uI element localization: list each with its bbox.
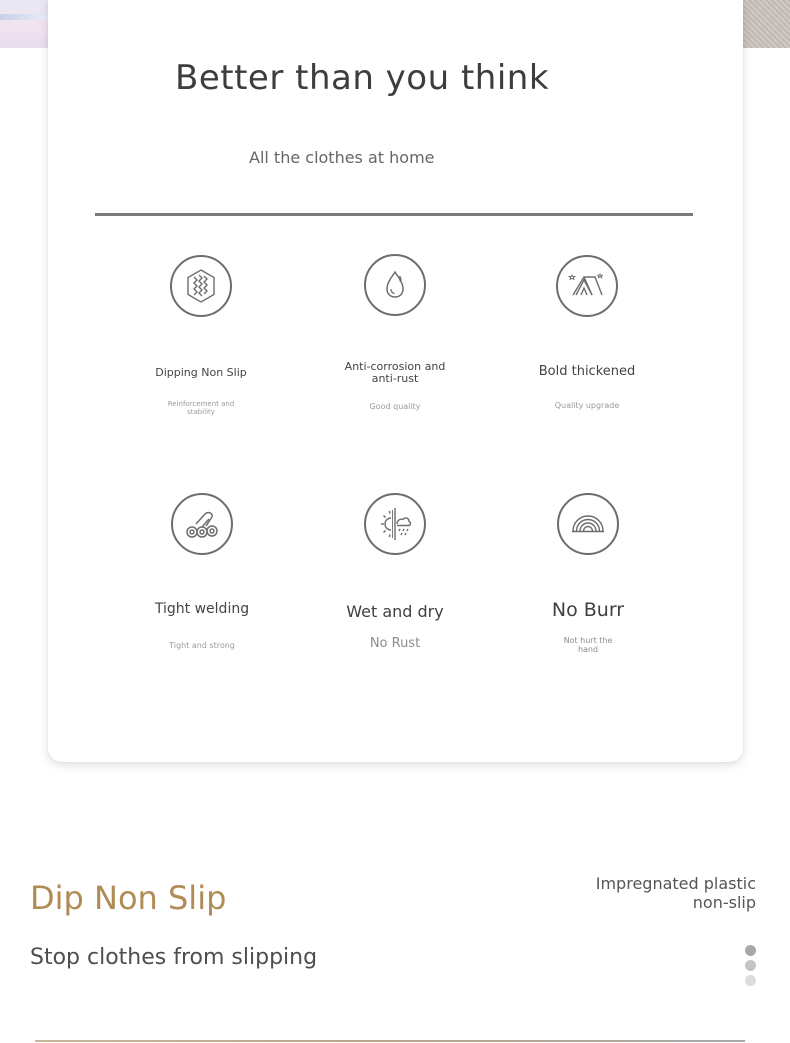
tent-icon — [556, 255, 618, 317]
divider — [95, 213, 693, 216]
feature-item-thickened — [502, 255, 672, 425]
water-drop-icon — [364, 254, 426, 316]
feature-name: Dipping Non Slip — [155, 366, 247, 379]
feature-name: Bold thickened — [538, 364, 636, 379]
feature-name: Tight welding — [154, 601, 250, 617]
pagination-dots — [745, 945, 756, 990]
sun-rain-icon — [364, 493, 426, 555]
feature-item-welding — [117, 493, 287, 663]
pagination-dot[interactable] — [745, 975, 756, 986]
bottom-divider — [35, 1040, 745, 1042]
feature-desc: Tight and strong — [169, 641, 235, 650]
rolled-tubes-icon — [171, 493, 233, 555]
feature-name: Wet and dry — [346, 602, 444, 621]
zigzag-layers-icon — [170, 255, 232, 317]
feature-card — [48, 0, 743, 762]
feature-item-dipping — [116, 255, 286, 425]
feature-name: Anti-corrosion and anti-rust — [344, 360, 446, 386]
section-subtitle: Stop clothes from slipping — [30, 945, 318, 970]
rainbow-arcs-icon — [557, 493, 619, 555]
section-note: Impregnated plastic non-slip — [595, 874, 756, 913]
section-title: Dip Non Slip — [30, 879, 227, 917]
feature-desc: Quality upgrade — [554, 401, 620, 410]
feature-item-no-burr — [503, 493, 673, 663]
card-title: Better than you think — [175, 58, 550, 98]
feature-item-anticorrosion — [310, 254, 480, 424]
feature-item-wet-dry — [310, 493, 480, 663]
feature-desc: Good quality — [369, 402, 421, 411]
feature-desc: No Rust — [369, 636, 421, 651]
top-photo-right — [742, 0, 790, 48]
feature-desc: Not hurt the hand — [563, 636, 613, 655]
feature-desc: Reinforcement and stability — [167, 400, 235, 417]
pagination-dot[interactable] — [745, 945, 756, 956]
card-subtitle: All the clothes at home — [249, 148, 435, 167]
feature-name: No Burr — [551, 599, 625, 621]
pagination-dot[interactable] — [745, 960, 756, 971]
